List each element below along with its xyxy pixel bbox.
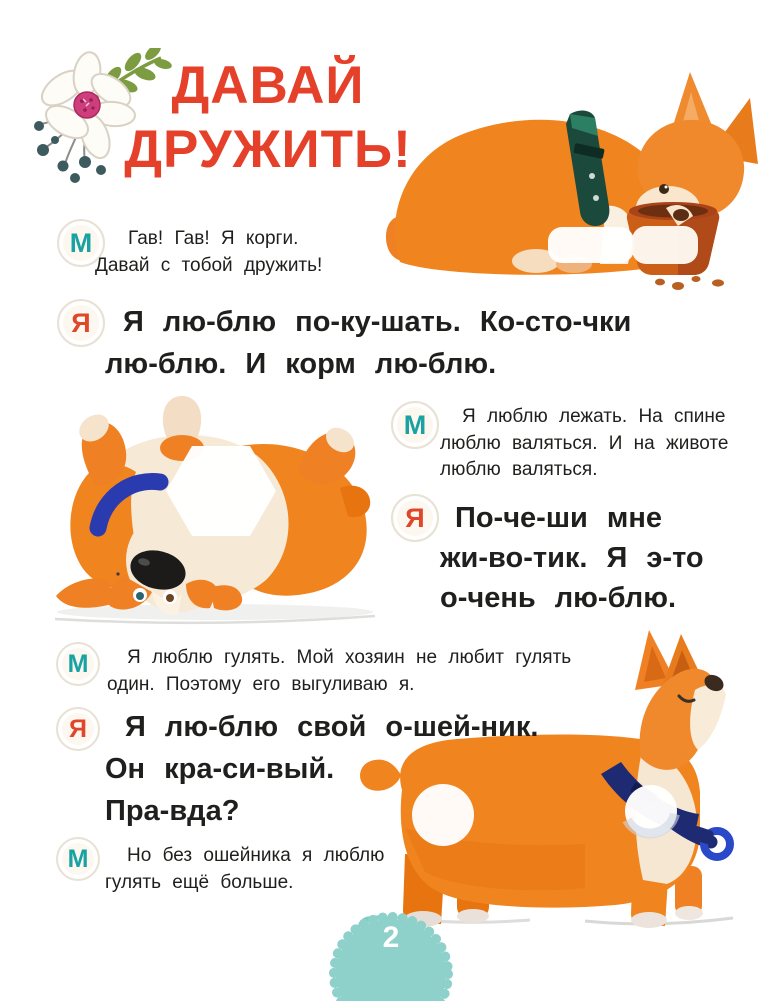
dialog-line: Пра-вда? [105,795,240,827]
dialog-line: Гав! Гав! Я корги. [128,228,299,249]
dialog-block [105,706,585,832]
page-title [108,54,428,182]
speaker-letter: Я [71,307,91,338]
speaker-letter: М [69,227,93,258]
dialog-line: Он кра-си-вый. [105,753,335,785]
page-number: 2 [382,921,400,954]
speaker-letter: М [67,649,89,678]
dialog-line: лю-блю. И корм лю-блю. [105,348,497,380]
corgi-eye-icon [659,184,669,194]
speaker-badge-ya [56,707,100,751]
dialog-line: один. Поэтому его выгуливаю я. [107,673,415,695]
dialog-line: Но без ошейника я люблю [127,845,385,866]
speaker-badge-m [56,837,100,881]
dialog-line: люблю валяться. [440,459,598,480]
speaker-letter: Я [69,714,87,743]
corgi-eating-illustration [378,58,766,300]
speaker-badge-m [56,642,100,686]
dialog-line: Давай с тобой дружить! [95,254,323,276]
page-title-line2: ДРУЖИТЬ! [124,120,412,179]
dialog-line: жи-во-тик. Я э-то [440,542,704,574]
dialog-line: Я лю-блю по-ку-шать. Ко-сто-чки [123,306,632,338]
dialog-block [105,301,705,385]
dialog-block [440,498,740,618]
dialog-line: люблю валяться. И на животе [440,432,729,454]
dialog-line: По-че-ши мне [455,502,662,534]
dialog-block [440,404,735,484]
speaker-badge-ya [57,299,105,347]
speaker-letter: М [403,409,427,440]
speaker-badge-m [391,401,439,449]
dialog-line: Я люблю лежать. На спине [462,406,726,427]
dialog-line: гулять ещё больше. [105,871,294,893]
dialog-line: Я лю-блю свой о-шей-ник. [125,711,539,743]
dialog-block [95,226,365,279]
dialog-line: о-чень лю-блю. [440,582,677,614]
speaker-letter: Я [405,502,425,533]
speaker-letter: М [67,844,89,873]
speaker-badge-ya [391,494,439,542]
corgi-lying-illustration [40,378,382,630]
dialog-block [107,645,577,698]
dialog-block [105,843,395,896]
page-title-line1: ДАВАЙ [171,56,365,115]
dialog-line: Я люблю гулять. Мой хозяин не любит гулять [127,647,572,668]
